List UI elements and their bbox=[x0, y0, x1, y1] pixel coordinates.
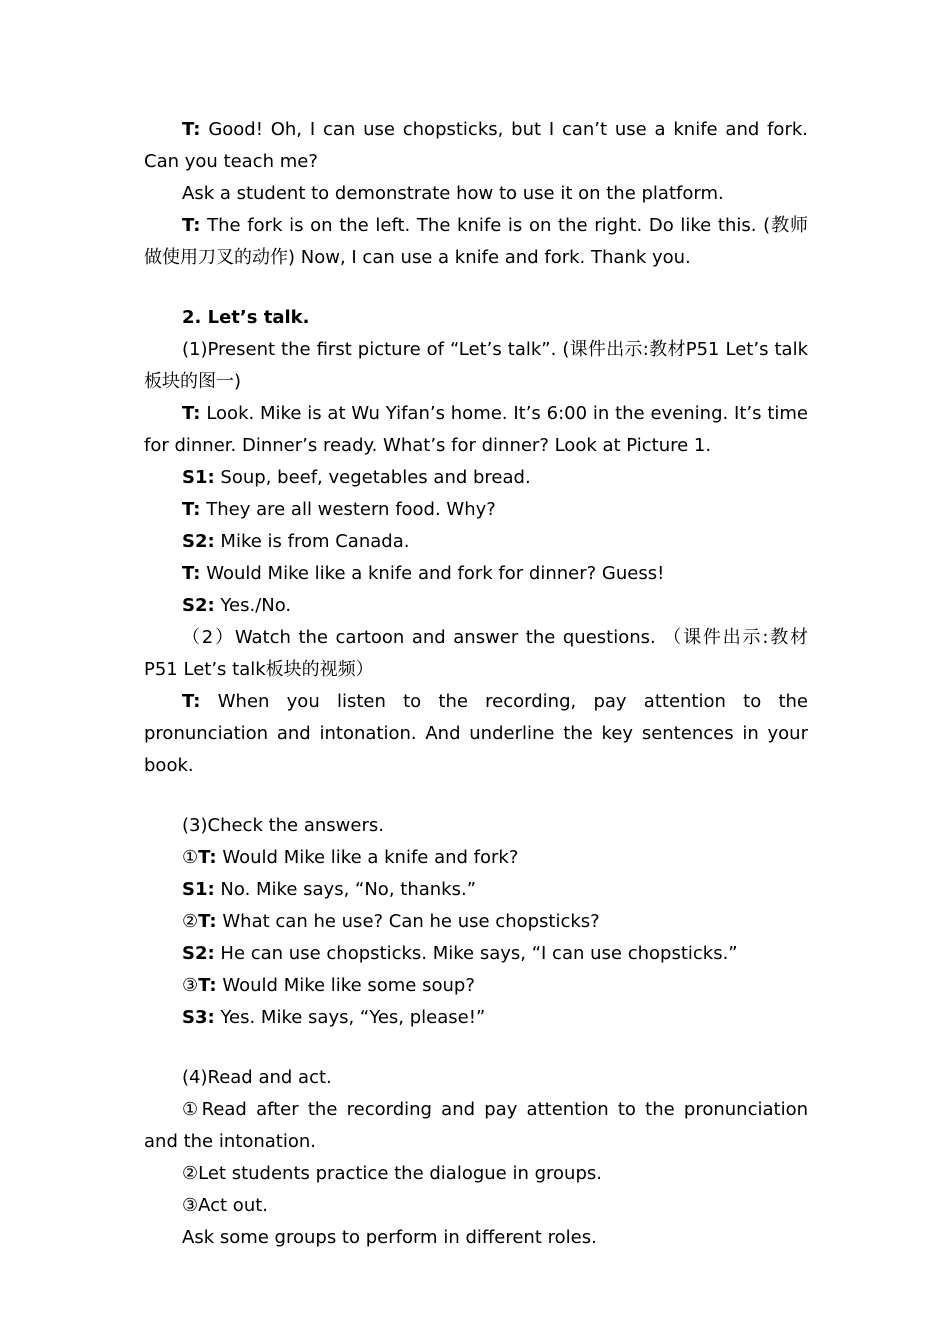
answer-line bbox=[144, 906, 808, 938]
paragraph-spacer bbox=[144, 1034, 808, 1062]
speaker-label: S3: bbox=[182, 1007, 215, 1028]
speaker-label: T: bbox=[182, 119, 201, 140]
speaker-label: T: bbox=[182, 499, 201, 520]
dialogue-text: Yes./No. bbox=[220, 595, 292, 616]
dialogue-line bbox=[144, 686, 808, 782]
speaker-label: T: bbox=[198, 975, 217, 996]
dialogue-text: No. Mike says, “No, thanks.” bbox=[220, 879, 477, 900]
dialogue-text: Would Mike like some soup? bbox=[222, 975, 475, 996]
dialogue-text: Look. Mike is at Wu Yifan’s home. It’s 6:00 in the evening. It’s time for dinner. Dinner’s ready. What’s for dinner? Look at Picture 1. bbox=[144, 403, 808, 456]
item-number: ③ bbox=[182, 975, 199, 996]
dialogue-text: When you listen to the recording, pay attention to the pronunciation and intonation. And underline the key sentences in your book. bbox=[144, 691, 808, 776]
answer-line bbox=[144, 1002, 808, 1034]
dialogue-line bbox=[144, 398, 808, 462]
dialogue-line bbox=[144, 558, 808, 590]
paragraph-instruction: Ask a student to demonstrate how to use it on the platform. bbox=[182, 183, 724, 204]
speaker-label: S2: bbox=[182, 531, 215, 552]
speaker-label: T: bbox=[198, 847, 217, 868]
answer-line bbox=[144, 874, 808, 906]
dialogue-line bbox=[144, 590, 808, 622]
paragraph-spacer bbox=[144, 274, 808, 302]
answer-line bbox=[144, 938, 808, 970]
speaker-label: S1: bbox=[182, 879, 215, 900]
step-3: (3)Check the answers. bbox=[182, 815, 384, 836]
step-4-item: ②Let students practice the dialogue in groups. bbox=[182, 1163, 602, 1184]
section-heading: 2. Let’s talk. bbox=[182, 307, 310, 328]
dialogue-text: Yes. Mike says, “Yes, please!” bbox=[220, 1007, 486, 1028]
closing-instruction: Ask some groups to perform in different roles. bbox=[182, 1227, 597, 1248]
paragraph-teacher-line bbox=[144, 114, 808, 178]
dialogue-text: The fork is on the left. The knife is on the right. Do like this. (教师做使用刀叉的动作) Now, I can use a knife and fork. Thank you. bbox=[144, 215, 808, 268]
step-2: （2）Watch the cartoon and answer the questions. （课件出示:教材P51 Let’s talk板块的视频） bbox=[144, 627, 808, 680]
dialogue-text: Would Mike like a knife and fork for dinner? Guess! bbox=[206, 563, 665, 584]
speaker-label: S1: bbox=[182, 467, 215, 488]
document-page bbox=[144, 114, 808, 1254]
speaker-label: T: bbox=[182, 403, 201, 424]
dialogue-text: He can use chopsticks. Mike says, “I can use chopsticks.” bbox=[220, 943, 738, 964]
speaker-label: S2: bbox=[182, 595, 215, 616]
step-4-item: ①Read after the recording and pay attention to the pronunciation and the intonation. bbox=[144, 1099, 808, 1152]
dialogue-line bbox=[144, 494, 808, 526]
step-4: (4)Read and act. bbox=[182, 1067, 332, 1088]
answer-line bbox=[144, 842, 808, 874]
dialogue-line bbox=[144, 462, 808, 494]
item-number: ② bbox=[182, 911, 199, 932]
dialogue-text: They are all western food. Why? bbox=[206, 499, 496, 520]
item-number: ① bbox=[182, 847, 199, 868]
answer-line bbox=[144, 970, 808, 1002]
step-1: (1)Present the first picture of “Let’s talk”. (课件出示:教材P51 Let’s talk板块的图一) bbox=[144, 339, 808, 392]
dialogue-text: Soup, beef, vegetables and bread. bbox=[220, 467, 531, 488]
dialogue-text: Mike is from Canada. bbox=[220, 531, 410, 552]
paragraph-teacher-line bbox=[144, 210, 808, 274]
step-4-item: ③Act out. bbox=[182, 1195, 269, 1216]
speaker-label: T: bbox=[198, 911, 217, 932]
paragraph-spacer bbox=[144, 782, 808, 810]
speaker-label: S2: bbox=[182, 943, 215, 964]
speaker-label: T: bbox=[182, 563, 201, 584]
speaker-label: T: bbox=[182, 215, 201, 236]
dialogue-text: Would Mike like a knife and fork? bbox=[222, 847, 519, 868]
dialogue-line bbox=[144, 526, 808, 558]
speaker-label: T: bbox=[182, 691, 201, 712]
dialogue-text: Good! Oh, I can use chopsticks, but I can’t use a knife and fork. Can you teach me? bbox=[144, 119, 808, 172]
dialogue-text: What can he use? Can he use chopsticks? bbox=[222, 911, 600, 932]
